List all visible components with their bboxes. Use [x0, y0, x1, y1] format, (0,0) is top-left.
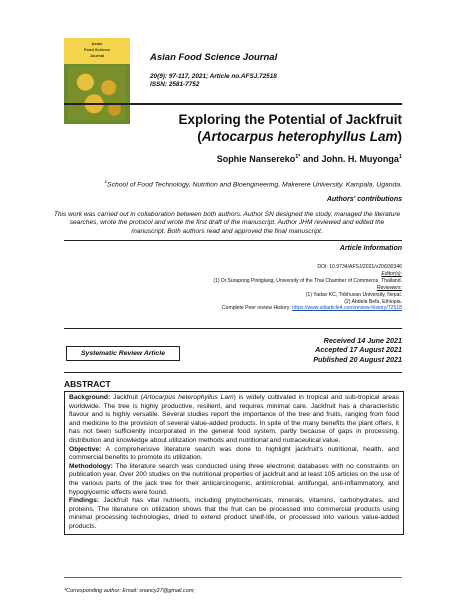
received-date: Received 14 June 2021 — [323, 336, 402, 345]
article-type-badge: Systematic Review Article — [66, 346, 180, 361]
cover-title-line3: Journal — [89, 53, 105, 58]
abstract-findings — [69, 497, 399, 531]
findings-label: Findings: — [69, 497, 100, 505]
journal-citation: 20(9): 97-117, 2021; Article no.AFSJ.72518 — [150, 73, 277, 80]
objective-text: A comprehensive literature search was done to highlight jackfruit's nutritional, health, and commercial benefits to promote its utilization. — [69, 445, 399, 462]
article-title — [178, 111, 402, 145]
objective-label: Objective: — [69, 445, 102, 453]
editors-label: Editor(s): — [381, 270, 402, 277]
abstract-methodology — [69, 463, 399, 497]
affiliation-superscript: 1 — [104, 179, 108, 184]
contributions-rule — [64, 240, 402, 241]
article-info-block — [132, 264, 402, 312]
corresponding-author-note: *Corresponding author: Email: snancy27@gmail.com; — [64, 588, 195, 594]
journal-cover-image — [64, 38, 130, 124]
title-species: Artocarpus heterophyllus Lam — [201, 129, 398, 144]
abstract-top-rule — [64, 372, 402, 373]
abstract-background — [69, 394, 399, 446]
abstract-box — [64, 391, 404, 535]
background-text-pre: Jackfruit ( — [110, 394, 143, 401]
background-text-post: ) is widely cultivated in tropical and sub-tropical areas worldwide. The tree is highly productive, resilient, and requires minimal care. Jackfruit has a characteristic flavour and is highly versatile. Several studies report the importance of the tree and fruits, ranging from food and medicine to the provision of several value-added products. In spite of the many benefits the plant offers, it has not been sufficiently incorporated in the general food system, partly because of gaps in processing, distribution and knowledge about utilization methods and nutritional and nutraceutical value. — [69, 394, 400, 444]
affiliation — [105, 179, 402, 188]
journal-meta — [150, 73, 277, 90]
author-line — [217, 154, 402, 164]
contributions-heading: Authors' contributions — [326, 196, 402, 203]
cover-jackfruit-photo — [68, 66, 126, 120]
author-conjunction: and — [300, 154, 322, 164]
reviewer-2: (2) Abdela Befa, Ethiopia. — [344, 298, 402, 305]
journal-issn: ISSN: 2581-7752 — [150, 81, 200, 89]
background-label: Background: — [69, 394, 111, 401]
header-rule — [64, 103, 402, 105]
abstract-objective — [69, 446, 399, 463]
editor-1: (1) Dr.Surapong Pinitglang, University of the Thai Chamber of Commerce, Thailand. — [213, 277, 402, 284]
author-2-superscript: 1 — [398, 154, 402, 160]
cover-title-line2: Food Science — [83, 47, 110, 52]
doi: DOI: 10.9734/AFSJ/2021/v20i930346 — [317, 264, 402, 270]
published-date: Published 20 August 2021 — [313, 354, 402, 364]
background-species: Artocarpus heterophyllus Lam — [142, 394, 234, 401]
article-dates — [313, 336, 402, 364]
reviewers-label: Reviewers: — [376, 284, 402, 291]
author-1-superscript: 1* — [295, 154, 301, 160]
title-line-2 — [178, 128, 402, 145]
reviewer-1: (1) Yadav KC, Tribhuvan University, Nepal. — [305, 291, 402, 298]
peer-review-prefix: Complete Peer review History: — [221, 305, 293, 312]
title-line-1: Exploring the Potential of Jackfruit — [178, 112, 402, 127]
abstract-heading: ABSTRACT — [64, 379, 111, 389]
contributions-text: This work was carried out in collaboration between both authors. Author SN designed the study, managed the literature searches, wrote the protocol and wrote the first draft of the manuscript. Author JHM reviewed and edited the manuscript. Both authors read and approved the final manuscript. — [53, 211, 401, 235]
article-info-rule — [64, 328, 402, 329]
cover-title-line1: Asian — [91, 41, 103, 46]
findings-text: Jackfruit has vital nutrients, including phytochemicals, minerals, vitamins, carbohydrates, and proteins. The literature on utilization shows that the fruit can be processed into commercial products using minimal processing technologies, dried to extend product shelf-life, or processed into various value-added products. — [69, 497, 399, 530]
author-2: John. H. Muyonga — [321, 154, 399, 164]
journal-name: Asian Food Science Journal — [150, 52, 278, 63]
peer-review-link[interactable]: https://www.sdiarticle4.com/review-history/72518 — [292, 305, 402, 312]
accepted-date: Accepted 17 August 2021 — [315, 345, 402, 355]
article-info-heading: Article Information — [339, 245, 402, 252]
title-paren-close: ) — [397, 129, 402, 144]
title-paren-open: ( — [197, 129, 202, 144]
affiliation-text: School of Food Technology, Nutrition and Bioengineering, Makerere University. Kampala, Uganda. — [107, 181, 402, 189]
author-1: Sophie Nansereko — [216, 154, 296, 164]
methodology-text: The literature search was conducted using three electronic databases with no constraints on publication year. Over 200 studies on the nutritional properties of jackfruit and at least 105 articles on the use of the various parts of the jack tree for their anticarcinogenic, antimicrobial, antifungal, anti-inflammatory, and hypoglycemic effects were found. — [69, 462, 399, 496]
footnote-rule — [64, 577, 402, 578]
peer-review-history — [132, 305, 402, 312]
methodology-label: Methodology: — [69, 462, 113, 470]
